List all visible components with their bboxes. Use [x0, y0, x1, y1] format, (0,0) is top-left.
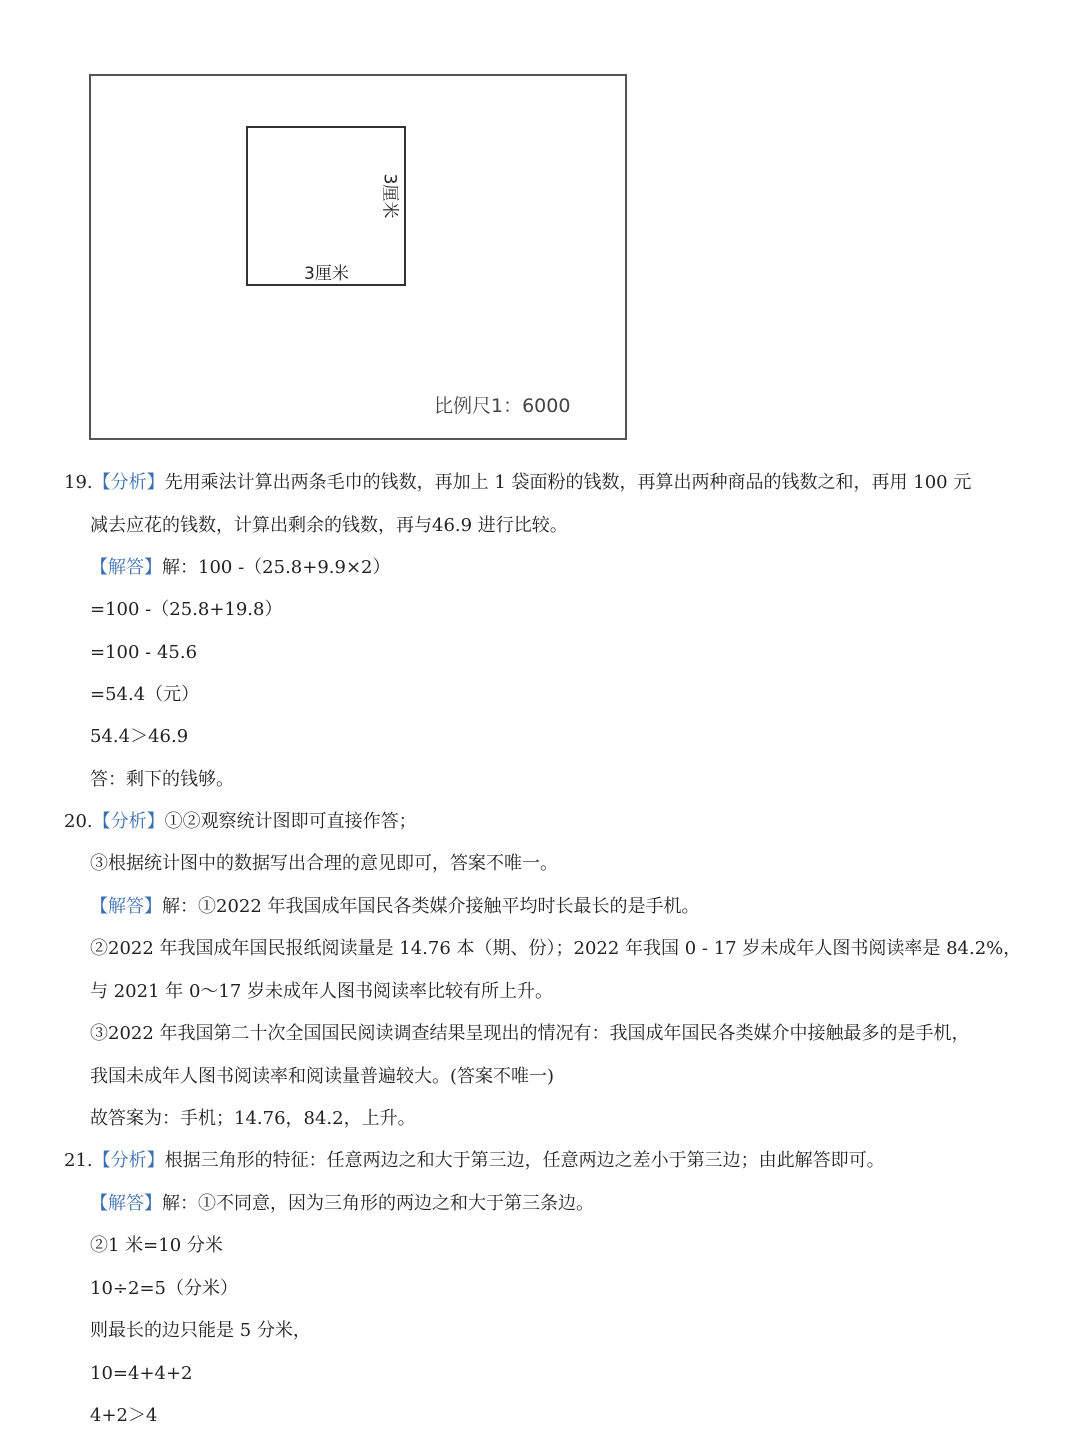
q19-answer-line [90, 556, 390, 580]
q20-analysis-line2: ③根据统计图中的数据写出合理的意见即可，答案不唯一。 [90, 853, 558, 874]
q19-analysis-text: 先用乘法计算出两条毛巾的钱数，再加上 1 袋面粉的钱数，再算出两种商品的钱数之和，再用 100 元 [164, 472, 972, 493]
q19-conclusion: 答：剩下的钱够。 [90, 769, 234, 790]
q21-line4: 则最长的边只能是 5 分米， [90, 1320, 311, 1341]
q20-analysis-tag: 【分析】 [92, 811, 165, 832]
q19-step1: =100 -（25.8+19.8） [90, 599, 283, 620]
q20-line2a: ②2022 年我国成年国民报纸阅读量是 14.76 本（期、份）；2022 年我国 0 - 17 岁未成年人图书阅读率是 84.2%， [90, 938, 1022, 959]
scale-label: 比例尺1：6000 [434, 395, 571, 417]
q19-answer-tag: 【解答】 [90, 557, 162, 578]
q19-analysis-line [64, 471, 971, 495]
q19-analysis-tag: 【分析】 [92, 472, 165, 493]
q20-answer-line [90, 895, 700, 919]
q19-compare: 54.4＞46.9 [90, 726, 189, 747]
q21-analysis-tag: 【分析】 [92, 1150, 165, 1171]
q21-answer-line [90, 1192, 594, 1216]
q20-final: 故答案为：手机；14.76，84.2，上升。 [90, 1108, 416, 1129]
q21-analysis-text: 根据三角形的特征：任意两边之和大于第三边，任意两边之差小于第三边；由此解答即可。 [164, 1150, 885, 1171]
q19-step2: =100 - 45.6 [90, 642, 198, 663]
q19-analysis-line2: 减去应花的钱数，计算出剩余的钱数，再与46.9 进行比较。 [90, 515, 568, 536]
q20-answer-text: 解：①2022 年我国成年国民各类媒介接触平均时长最长的是手机。 [162, 896, 700, 917]
q20-analysis-text: ①②观察统计图即可直接作答； [164, 811, 417, 832]
q21-line5: 10=4+4+2 [90, 1363, 193, 1384]
q21-line6: 4+2＞4 [90, 1405, 158, 1426]
q21-line3: 10÷2=5（分米） [90, 1278, 238, 1299]
q19-step3: =54.4（元） [90, 684, 200, 705]
q20-analysis-line [64, 810, 417, 834]
q21-analysis-line [64, 1149, 885, 1173]
q21-answer-tag: 【解答】 [90, 1193, 162, 1214]
q20-answer-tag: 【解答】 [90, 896, 162, 917]
q20-line2b: 与 2021 年 0～17 岁未成年人图书阅读率比较有所上升。 [90, 981, 554, 1002]
square-height-label: 3厘米 [379, 173, 400, 219]
q19-answer-text: 解：100 -（25.8+9.9×2） [162, 557, 391, 578]
square-width-label: 3厘米 [304, 264, 349, 284]
q20-number: 20. [64, 811, 93, 832]
q21-line2: ②1 米=10 分米 [90, 1235, 223, 1256]
q20-line3a: ③2022 年我国第二十次全国国民阅读调查结果呈现出的情况有：我国成年国民各类媒介中接触最多的是手机， [90, 1023, 970, 1044]
q21-number: 21. [64, 1150, 93, 1171]
q21-answer-text: 解：①不同意，因为三角形的两边之和大于第三条边。 [162, 1193, 594, 1214]
q20-line3b: 我国未成年人图书阅读率和阅读量普遍较大。(答案不唯一) [90, 1066, 555, 1087]
q19-number: 19. [64, 472, 93, 493]
